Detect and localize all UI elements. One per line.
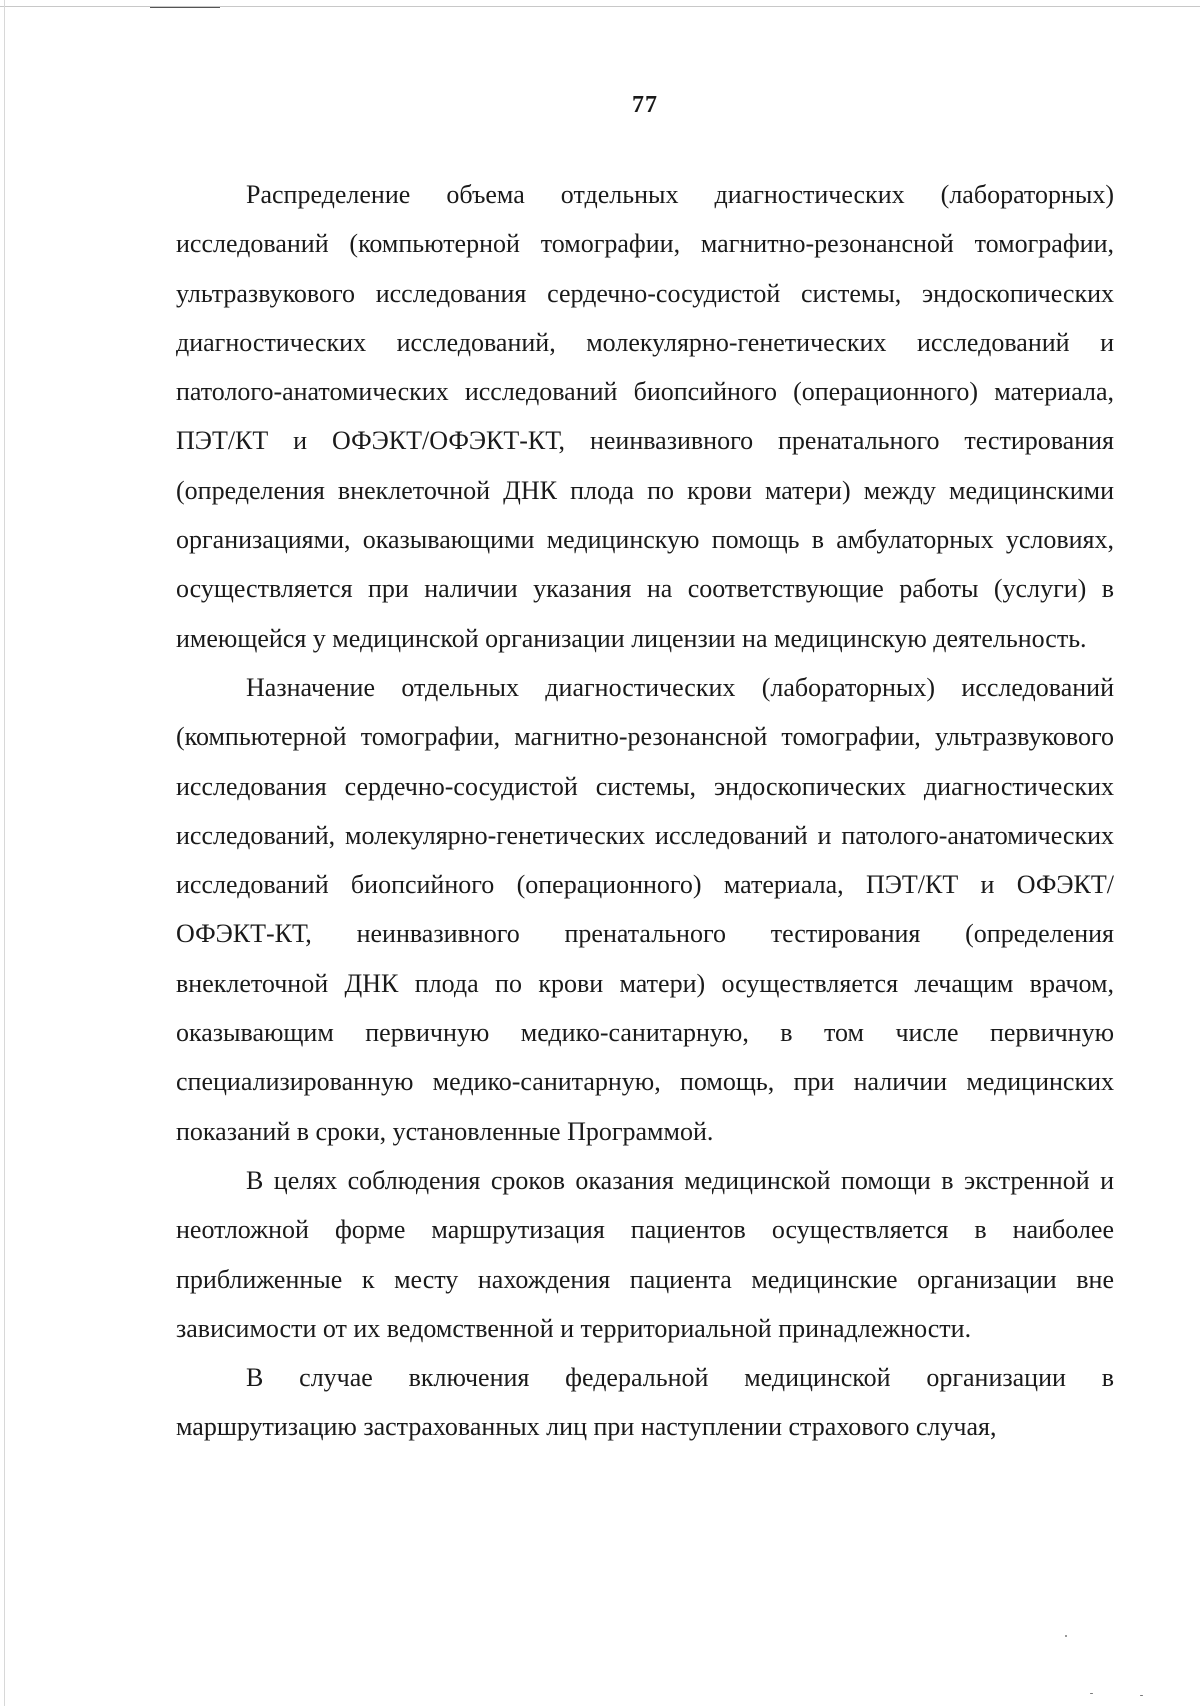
page-number: 77 bbox=[632, 92, 658, 118]
scan-border-left bbox=[4, 0, 5, 1706]
paragraph-federal-organization: В случае включения федеральной медицинской организации в маршрутизацию застрахованных лиц при наступлении страхового случая, bbox=[176, 1363, 1114, 1442]
paragraph-diagnostic-distribution: Распределение объема отдельных диагностических (лабораторных) исследований (компьютерной томографии, магнитно-резонансной томографии, ультразвукового исследования сердечно-сосудистой системы, эндоскопических диагностических исследований, молекулярно-генетических исследований и патолого-анатомических исследований биопсийного (операционного) материала, ПЭТ/КТ и ОФЭКТ/ОФЭКТ-КТ, неинвазивного пренатального тестирования (определения внеклеточной ДНК плода по крови матери) между медицинскими организациями, оказывающими медицинскую помощь в амбулаторных условиях, осуществляется при наличии указания на соответствующие работы (услуги) в имеющейся у медицинской организации лицензии на медицинскую деятельность. bbox=[176, 180, 1114, 653]
document-body bbox=[176, 170, 1114, 1452]
scan-border-mark bbox=[150, 7, 220, 8]
paragraph-diagnostic-prescription: Назначение отдельных диагностических (лабораторных) исследований (компьютерной томографии, магнитно-резонансной томографии, ультразвукового исследования сердечно-сосудистой системы, эндоскопических диагностических исследований, молекулярно-генетических исследований и патолого-анатомических исследований биопсийного (операционного) материала, ПЭТ/КТ и ОФЭКТ/ОФЭКТ-КТ, неинвазивного пренатального тестирования (определения внеклеточной ДНК плода по крови матери) осуществляется лечащим врачом, оказывающим первичную медико-санитарную, в том числе первичную специализированную медико-санитарную, помощь, при наличии медицинских показаний в сроки, установленные Программой. bbox=[176, 672, 1114, 1146]
scan-speck bbox=[1090, 1693, 1093, 1694]
scan-speck bbox=[1065, 1635, 1067, 1637]
scan-speck bbox=[1140, 1695, 1143, 1696]
paragraph-emergency-routing: В целях соблюдения сроков оказания медицинской помощи в экстренной и неотложной форме маршрутизация пациентов осуществляется в наиболее приближенные к месту нахождения пациента медицинские организации вне зависимости от их ведомственной и территориальной принадлежности. bbox=[176, 1165, 1114, 1343]
